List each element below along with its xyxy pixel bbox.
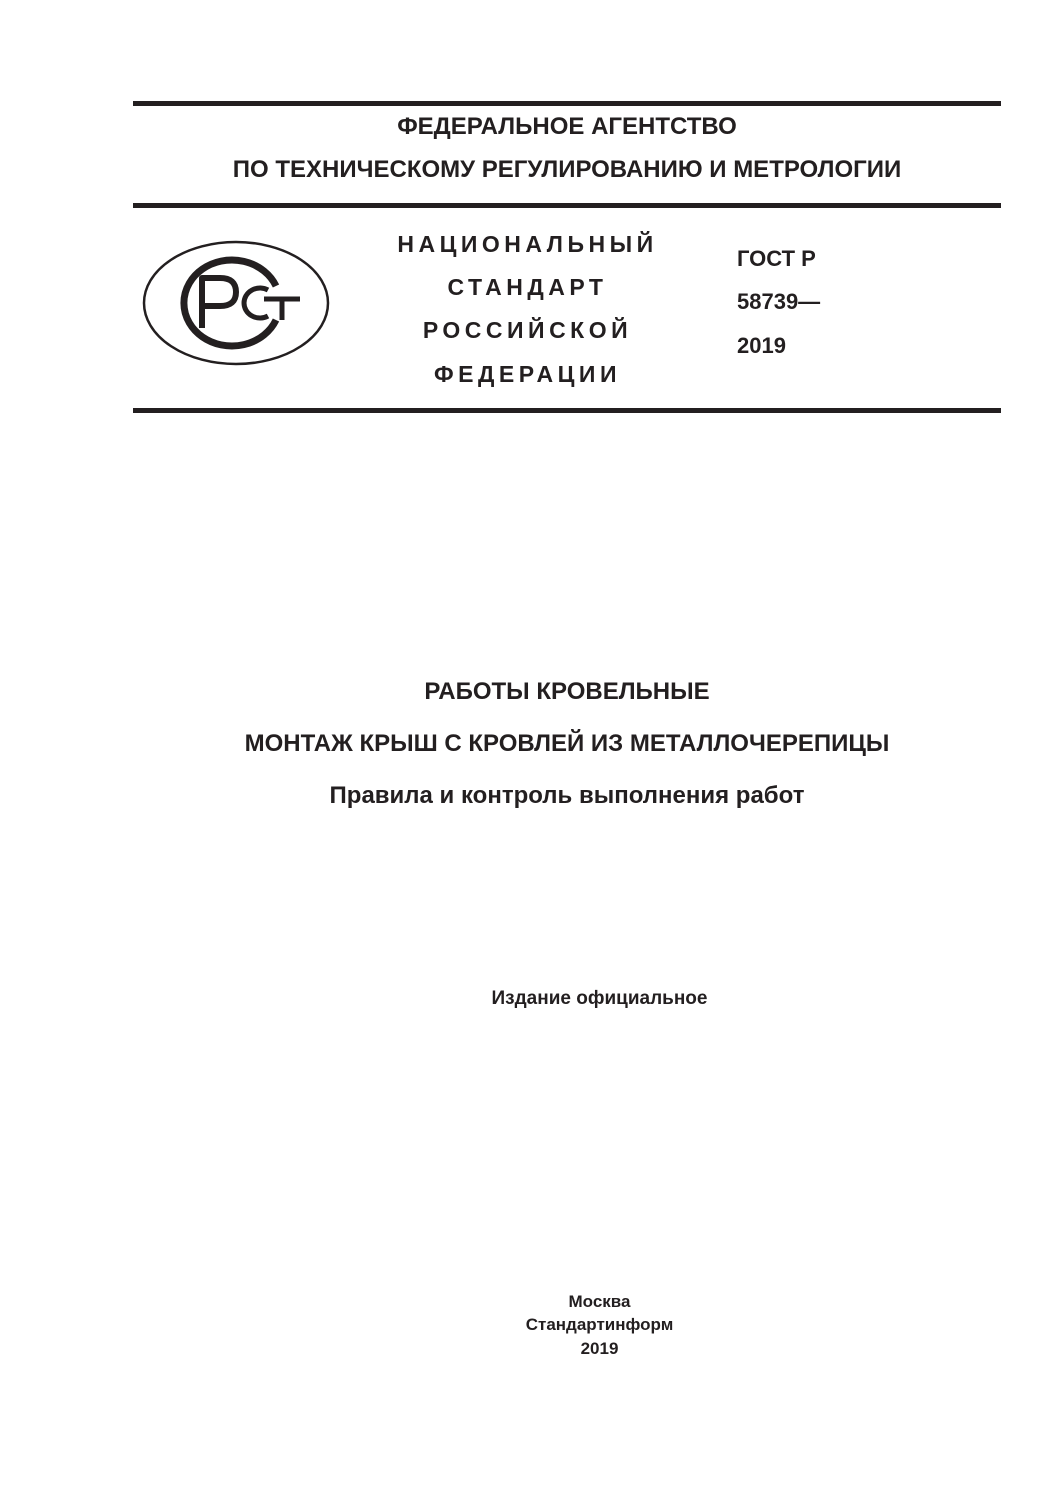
agency-name-line-2: ПО ТЕХНИЧЕСКОМУ РЕГУЛИРОВАНИЮ И МЕТРОЛОГИИ [232,156,902,183]
gost-designation-line-1: ГОСТ Р [737,246,816,271]
agency-name-line-1: ФЕДЕРАЛЬНОЕ АГЕНТСТВО [397,113,737,140]
standard-type-line-3: РОССИЙСКОЙ [422,317,633,343]
gost-designation-number: 58739— [737,289,821,314]
document-title-line-1: РАБОТЫ КРОВЕЛЬНЫЕ [424,678,710,705]
standard-type-line-1: НАЦИОНАЛЬНЫЙ [397,231,658,257]
imprint-city: Москва [568,1292,631,1311]
middle-divider [133,203,1001,208]
bottom-divider [133,408,1001,413]
gost-designation-year: 2019 [737,333,786,358]
edition-label: Издание официальное [491,988,708,1009]
rst-emblem-icon [140,238,332,368]
document-title-line-2: МОНТАЖ КРЫШ С КРОВЛЕЙ ИЗ МЕТАЛЛОЧЕРЕПИЦЫ [244,730,890,757]
standard-type-line-2: СТАНДАРТ [447,274,608,300]
document-subtitle: Правила и контроль выполнения работ [329,782,805,809]
standard-type-line-4: ФЕДЕРАЦИИ [434,361,621,387]
top-divider [133,101,1001,106]
imprint-publisher: Стандартинформ [525,1315,674,1334]
imprint-year: 2019 [580,1339,619,1358]
